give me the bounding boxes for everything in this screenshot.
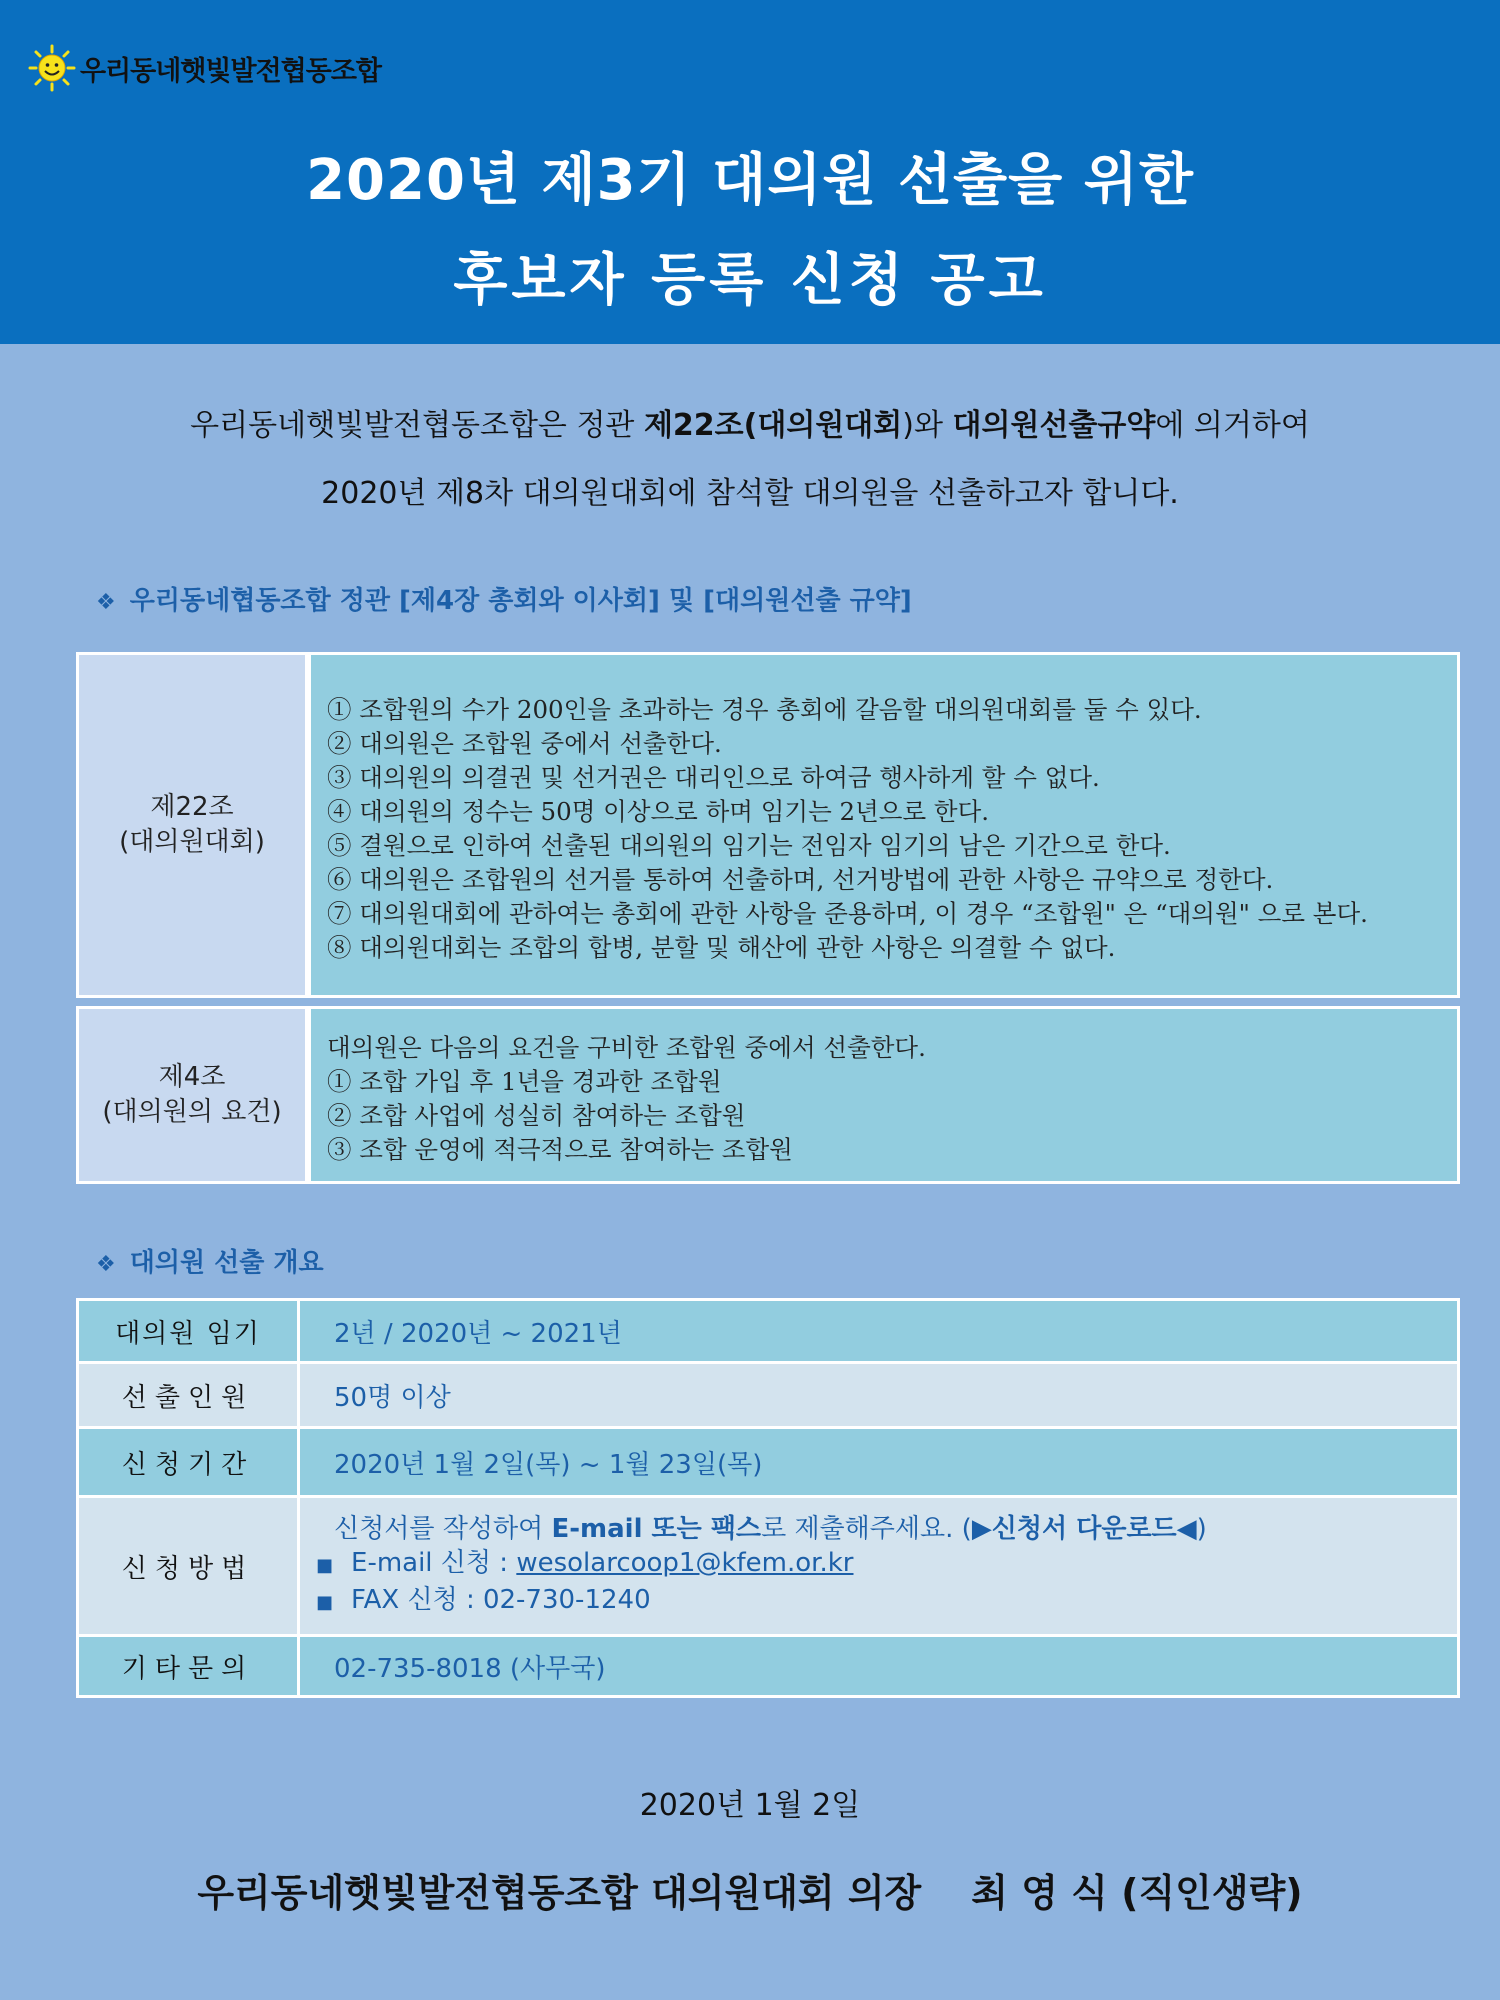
page-title-line1: 2020년 제3기 대의원 선출을 위한 [306,148,1194,213]
election-summary-table [76,1298,1460,1698]
section-heading-text: 우리동네협동조합 정관 [제4장 총회와 이사회] 및 [대의원선출 규약] [129,586,912,616]
download-form-link[interactable]: ▶신청서 다운로드◀ [971,1514,1197,1544]
article-title-cell [76,1006,308,1184]
article-clause: ② 조합 사업에 성실히 참여하는 조합원 [327,1101,746,1130]
summary-row-count [78,1363,1459,1428]
summary-value: 02-735-8018 (사무국) [299,1636,1459,1697]
org-logo-text: 우리동네햇빛발전협동조합 [80,55,381,87]
article-clause: ① 조합 가입 후 1년을 경과한 조합원 [327,1067,722,1096]
article-number: 제22조 [150,791,234,822]
summary-label: 기타문의 [78,1636,299,1697]
article-row-4 [76,1006,1460,1184]
method-instruction [334,1512,1456,1546]
article-body-cell [308,652,1460,998]
article-title-cell [76,652,308,998]
fax-label: FAX 신청 : 02-730-1240 [351,1585,651,1615]
article-row-22 [76,652,1460,998]
article-subtitle: (대의원대회) [119,827,265,857]
article-clause: ⑤ 결원으로 인하여 선출된 대의원의 임기는 전임자 임기의 남은 기간으로 한다. [327,831,1171,860]
intro-rule-ref: 대의원선출규약 [952,408,1156,443]
article-number: 제4조 [158,1061,226,1092]
article-clause: ⑦ 대의원대회에 관하여는 총회에 관한 사항을 준용하며, 이 경우 “조합원" 은 “대의원" 으로 본다. [327,899,1368,928]
diamond-bullet-icon: ❖ [96,1252,116,1277]
article-clause: ① 조합원의 수가 200인을 초과하는 경우 총회에 갈음할 대의원대회를 둘 수 있다. [327,695,1202,724]
article-subtitle: (대의원의 요건) [102,1097,282,1127]
summary-row-term [78,1300,1459,1363]
method-fax-line [316,1583,1456,1620]
signer-line [0,1862,1500,1917]
summary-label: 선출인원 [78,1363,299,1428]
intro-article-ref: 제22조(대의원대회 [643,408,903,443]
signer-name: 최 영 식 (직인생략) [971,1871,1303,1915]
section-heading-overview [96,1242,324,1279]
page-title-line2: 후보자 등록 신청 공고 [453,248,1047,313]
method-text: 로 제출해주세요. ( [761,1514,972,1544]
summary-row-contact [78,1636,1459,1697]
summary-label: 신청방법 [78,1497,299,1636]
summary-row-period [78,1428,1459,1497]
intro-line1 [0,400,1500,444]
article-clause: 대의원은 다음의 요건을 구비한 조합원 중에서 선출한다. [327,1033,926,1062]
summary-value [299,1497,1459,1636]
summary-label: 신청기간 [78,1428,299,1497]
articles-table [76,644,1460,1192]
email-label: E-mail 신청 : [351,1548,517,1578]
article-clause: ④ 대의원의 정수는 50명 이상으로 하며 임기는 2년으로 한다. [327,797,990,826]
email-link[interactable]: wesolarcoop1@kfem.or.kr [516,1548,854,1578]
summary-row-method [78,1497,1459,1636]
section-heading-text: 대의원 선출 개요 [129,1248,324,1278]
sun-logo-icon [28,44,76,92]
summary-label: 대의원 임기 [78,1300,299,1363]
intro-line2: 2020년 제8차 대의원대회에 참석할 대의원을 선출하고자 합니다. [321,476,1179,511]
summary-value: 50명 이상 [299,1363,1459,1428]
article-clause: ③ 대의원의 의결권 및 선거권은 대리인으로 하여금 행사하게 할 수 없다. [327,763,1100,792]
method-email-line [316,1546,1456,1583]
article-clause: ③ 조합 운영에 적극적으로 참여하는 조합원 [327,1135,793,1164]
square-bullet-icon: ■ [316,1555,334,1576]
header-banner [0,0,1500,344]
article-clause: ② 대의원은 조합원 중에서 선출한다. [327,729,722,758]
square-bullet-icon: ■ [316,1592,334,1613]
intro-text: 우리동네햇빛발전협동조합은 정관 [190,408,644,443]
summary-value: 2년 / 2020년 ~ 2021년 [299,1300,1459,1363]
summary-value: 2020년 1월 2일(목) ~ 1월 23일(목) [299,1428,1459,1497]
method-channel: E-mail 또는 팩스 [551,1514,762,1544]
article-body-cell [308,1006,1460,1184]
intro-text: 에 의거하여 [1155,408,1310,443]
method-text: ) [1196,1514,1207,1544]
diamond-bullet-icon: ❖ [96,590,116,615]
org-logo [28,44,381,92]
article-clause: ⑥ 대의원은 조합원의 선거를 통하여 선출하며, 선거방법에 관한 사항은 규약으로 정한다. [327,865,1274,894]
method-text: 신청서를 작성하여 [334,1514,552,1544]
section-heading-bylaws [96,580,912,617]
intro-text: )와 [902,408,953,443]
notice-date: 2020년 1월 2일 [639,1788,861,1823]
signer-org: 우리동네햇빛발전협동조합 대의원대회 의장 [197,1871,922,1915]
article-clause: ⑧ 대의원대회는 조합의 합병, 분할 및 해산에 관한 사항은 의결할 수 없다. [327,933,1116,962]
